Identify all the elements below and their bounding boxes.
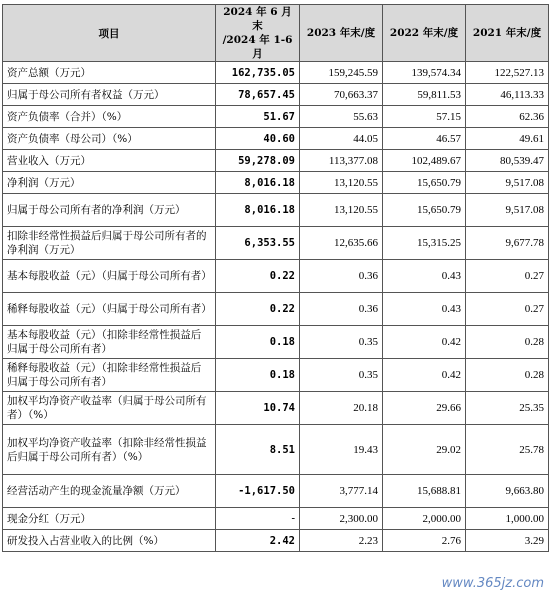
row-value: 0.28: [466, 359, 549, 392]
row-value: 0.28: [466, 326, 549, 359]
row-value: 0.35: [300, 359, 383, 392]
table-row: [3, 227, 549, 260]
table-row: [3, 475, 549, 508]
row-value: 3.29: [466, 530, 549, 552]
row-value: 20.18: [300, 392, 383, 425]
row-value: 3,777.14: [300, 475, 383, 508]
row-label: 扣除非经常性损益后归属于母公司所有者的净利润（万元）: [3, 227, 216, 260]
row-label: 归属于母公司所有者的净利润（万元）: [3, 194, 216, 227]
table-row: [3, 260, 549, 293]
row-value: 78,657.45: [216, 84, 300, 106]
row-value: 46,113.33: [466, 84, 549, 106]
row-value: 9,517.08: [466, 172, 549, 194]
header-row: [3, 5, 549, 62]
table-row: [3, 150, 549, 172]
row-value: 44.05: [300, 128, 383, 150]
row-label: 资产总额（万元）: [3, 62, 216, 84]
row-value: 2,300.00: [300, 508, 383, 530]
table-row: [3, 62, 549, 84]
row-value: 10.74: [216, 392, 300, 425]
table-row: [3, 326, 549, 359]
row-label: 营业收入（万元）: [3, 150, 216, 172]
row-value: 9,517.08: [466, 194, 549, 227]
row-value: 8,016.18: [216, 172, 300, 194]
row-label: 净利润（万元）: [3, 172, 216, 194]
row-value: 0.27: [466, 293, 549, 326]
row-value: 80,539.47: [466, 150, 549, 172]
header-2024h1: 2024 年 6 月末 /2024 年 1-6 月: [216, 5, 300, 62]
row-label: 资产负债率（合并）（%）: [3, 106, 216, 128]
row-value: 0.43: [383, 293, 466, 326]
row-value: 29.66: [383, 392, 466, 425]
row-value: 0.43: [383, 260, 466, 293]
row-value: 51.67: [216, 106, 300, 128]
row-value: 6,353.55: [216, 227, 300, 260]
header-2021: 2021 年末/度: [466, 5, 549, 62]
financial-data-table: [2, 4, 549, 552]
row-value: 70,663.37: [300, 84, 383, 106]
row-value: 9,677.78: [466, 227, 549, 260]
table-row: [3, 106, 549, 128]
row-label: 基本每股收益（元）（扣除非经常性损益后归属于母公司所有者）: [3, 326, 216, 359]
row-value: 0.18: [216, 359, 300, 392]
row-label: 基本每股收益（元）（归属于母公司所有者）: [3, 260, 216, 293]
header-2022: 2022 年末/度: [383, 5, 466, 62]
row-value: 15,650.79: [383, 194, 466, 227]
row-value: 40.60: [216, 128, 300, 150]
row-value: 25.35: [466, 392, 549, 425]
row-value: 59,278.09: [216, 150, 300, 172]
row-label: 经营活动产生的现金流量净额（万元）: [3, 475, 216, 508]
row-label: 现金分红（万元）: [3, 508, 216, 530]
row-label: 稀释每股收益（元）（扣除非经常性损益后归属于母公司所有者）: [3, 359, 216, 392]
row-value: 102,489.67: [383, 150, 466, 172]
row-value: 113,377.08: [300, 150, 383, 172]
row-value: 1,000.00: [466, 508, 549, 530]
row-value: 49.61: [466, 128, 549, 150]
row-value: 0.42: [383, 359, 466, 392]
row-value: 2.42: [216, 530, 300, 552]
row-value: 0.22: [216, 260, 300, 293]
row-value: 159,245.59: [300, 62, 383, 84]
row-value: 2,000.00: [383, 508, 466, 530]
table-row: [3, 359, 549, 392]
table-row: [3, 530, 549, 552]
header-2023: 2023 年末/度: [300, 5, 383, 62]
row-value: 15,688.81: [383, 475, 466, 508]
row-label: 稀释每股收益（元）（归属于母公司所有者）: [3, 293, 216, 326]
row-value: 2.76: [383, 530, 466, 552]
table-row: [3, 194, 549, 227]
table-row: [3, 425, 549, 475]
row-label: 研发投入占营业收入的比例（%）: [3, 530, 216, 552]
row-value: 12,635.66: [300, 227, 383, 260]
table-row: [3, 392, 549, 425]
table-row: [3, 293, 549, 326]
row-value: 0.27: [466, 260, 549, 293]
watermark: www.365jz.com: [441, 576, 544, 591]
row-label: 加权平均净资产收益率（扣除非经常性损益后归属于母公司所有者）（%）: [3, 425, 216, 475]
table-row: [3, 84, 549, 106]
row-value: 8.51: [216, 425, 300, 475]
row-value: 13,120.55: [300, 194, 383, 227]
row-value: 25.78: [466, 425, 549, 475]
table-row: [3, 172, 549, 194]
row-value: 0.36: [300, 293, 383, 326]
row-value: 15,650.79: [383, 172, 466, 194]
table-row: [3, 128, 549, 150]
row-value: 2.23: [300, 530, 383, 552]
row-value: 19.43: [300, 425, 383, 475]
row-label: 加权平均净资产收益率（归属于母公司所有者）（%）: [3, 392, 216, 425]
row-value: 0.18: [216, 326, 300, 359]
row-value: 0.36: [300, 260, 383, 293]
row-value: 29.02: [383, 425, 466, 475]
row-value: 139,574.34: [383, 62, 466, 84]
row-value: 57.15: [383, 106, 466, 128]
row-value: 9,663.80: [466, 475, 549, 508]
row-value: 0.22: [216, 293, 300, 326]
row-value: 15,315.25: [383, 227, 466, 260]
row-label: 资产负债率（母公司）（%）: [3, 128, 216, 150]
row-value: 0.42: [383, 326, 466, 359]
row-value: 62.36: [466, 106, 549, 128]
header-item: 项目: [3, 5, 216, 62]
row-value: 59,811.53: [383, 84, 466, 106]
row-value: 55.63: [300, 106, 383, 128]
row-value: 46.57: [383, 128, 466, 150]
row-value: 122,527.13: [466, 62, 549, 84]
row-value: 13,120.55: [300, 172, 383, 194]
row-value: -1,617.50: [216, 475, 300, 508]
row-value: 0.35: [300, 326, 383, 359]
table-row: [3, 508, 549, 530]
row-value: 8,016.18: [216, 194, 300, 227]
row-value: 162,735.05: [216, 62, 300, 84]
row-value: -: [216, 508, 300, 530]
table-body: [3, 62, 549, 552]
row-label: 归属于母公司所有者权益（万元）: [3, 84, 216, 106]
